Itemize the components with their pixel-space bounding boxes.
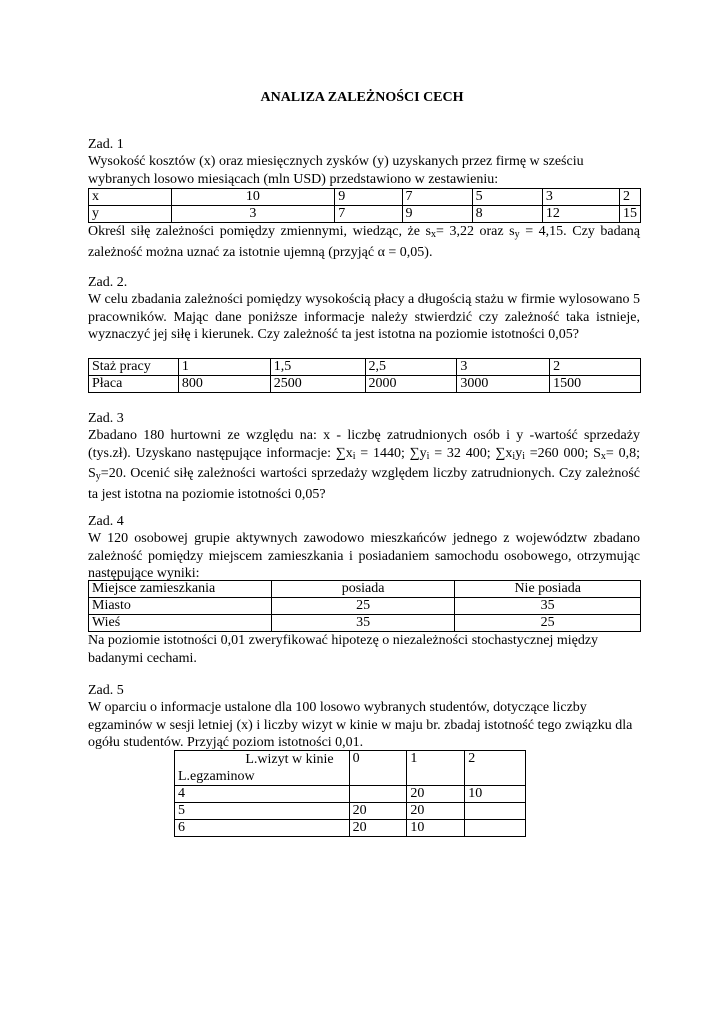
table-cell: Płaca (89, 376, 179, 393)
table-row (175, 803, 526, 820)
table-header-cell: Nie posiada (455, 581, 641, 598)
table-cell: Wieś (89, 615, 272, 632)
table-cell: 20 (349, 820, 407, 837)
table-cell (465, 820, 526, 837)
table-corner-cell (175, 751, 350, 786)
table-cell: 7 (402, 189, 472, 206)
table-cell: x (89, 189, 172, 206)
task-4-intro: W 120 osobowej grupie aktywnych zawodowo mieszkańców jednego z województw zbadano zależność pomiędzy miejscem zamieszkania i posiadaniem samochodu osobowego, otrzymując następujące wyniki: (88, 531, 640, 581)
table-cell: 25 (455, 615, 641, 632)
table-cell: 20 (407, 803, 465, 820)
task-2-table (88, 358, 641, 393)
table-cell: 6 (175, 820, 350, 837)
table-cell: 15 (620, 206, 641, 223)
table-header-cell: Miejsce zamieszkania (89, 581, 272, 598)
table-row (89, 376, 641, 393)
table-cell: 3 (457, 359, 550, 376)
task-4-outro: Na poziomie istotności 0,01 zweryfikować hipotezę o niezależności stochastycznej między badanymi cechami. (88, 633, 599, 666)
table-cell: 1 (178, 359, 270, 376)
table-header-cell: posiada (271, 581, 455, 598)
table-cell: 1,5 (270, 359, 365, 376)
task-4-table (88, 580, 641, 632)
table-cell (465, 803, 526, 820)
table-row (175, 786, 526, 803)
table-row (89, 359, 641, 376)
task-1-intro: Wysokość kosztów (x) oraz miesięcznych zysków (y) uzyskanych przez firmę w sześciu wybranych losowo miesiącach (mln USD) przedstawiono w zestawieniu: (88, 154, 584, 187)
corner-bottom-label: L.egzaminow (178, 769, 255, 784)
table-cell: 5 (175, 803, 350, 820)
table-row (175, 751, 526, 786)
table-row (175, 820, 526, 837)
table-header-cell: 1 (407, 751, 465, 786)
table-row (89, 206, 641, 223)
table-cell: 2 (550, 359, 641, 376)
table-cell: Staż pracy (89, 359, 179, 376)
table-cell: 3000 (457, 376, 550, 393)
task-5-heading: Zad. 5 (88, 683, 124, 698)
table-cell: 2,5 (365, 359, 457, 376)
table-cell: 25 (271, 598, 455, 615)
table-cell: 2 (620, 189, 641, 206)
table-cell (349, 786, 407, 803)
table-cell: 3 (171, 206, 335, 223)
table-cell: 20 (349, 803, 407, 820)
table-cell: 35 (271, 615, 455, 632)
task-5-intro: W oparciu o informacje ustalone dla 100 losowo wybranych studentów, dotyczące liczby egzaminów w sesji letniej (x) i liczby wizyt w kinie w maju br. zbadaj istotność tego związku dla ogółu studentów. Przyjąć poziom istotności 0,01. (88, 700, 633, 750)
task-2-intro: W celu zbadania zależności pomiędzy wysokością płacy a długością stażu w firmie wylosowano 5 pracowników. Mając dane poniższe informacje należy stwierdzić czy zależność taka istnieje, wyznaczyć jej siłę i kierunek. Czy zależność ta jest istotna na poziomie istotności 0,05? (88, 292, 640, 342)
task-1-heading: Zad. 1 (88, 137, 124, 152)
table-cell: 9 (335, 189, 402, 206)
table-cell: Miasto (89, 598, 272, 615)
table-header-cell: 2 (465, 751, 526, 786)
table-cell: 9 (402, 206, 472, 223)
table-cell: 10 (171, 189, 335, 206)
table-cell: 12 (542, 206, 619, 223)
task-1-question: Określ siłę zależności pomiędzy zmiennymi, wiedząc, że $s_x= 3,22$ oraz $s_y = 4,15$. Czy badaną zależność można uznać za istotnie ujemną (przyjąć α = 0,05). (88, 224, 641, 260)
table-cell: 800 (178, 376, 270, 393)
corner-top-label: L.wizyt w kinie (245, 752, 334, 767)
table-row (89, 189, 641, 206)
table-row (89, 581, 641, 598)
task-1-table (88, 188, 641, 223)
table-cell: 2000 (365, 376, 457, 393)
task-3-text: Zbadano 180 hurtowni ze względu na: x - liczbę zatrudnionych osób i y -wartość sprzedaży (tys.zł). Uzyskano następujące informacje: $\sum x_i = 1440$; $\sum y_i = 32$ 400; $\sum x_iy_i =260$ 000; $S_x= 0,8$; $S_y=20$. Ocenić siłę zależności wartości sprzedaży względem liczby zatrudnionych. Czy zależność ta jest istotna na poziomie istotności 0,05? (88, 428, 641, 502)
task-5-table (174, 750, 526, 837)
table-header-cell: 0 (349, 751, 407, 786)
table-cell: 2500 (270, 376, 365, 393)
task-3-heading: Zad. 3 (88, 411, 124, 426)
table-cell: 10 (465, 786, 526, 803)
table-cell: 10 (407, 820, 465, 837)
table-cell: 5 (472, 189, 542, 206)
table-cell: 4 (175, 786, 350, 803)
task-4-heading: Zad. 4 (88, 514, 124, 529)
table-cell: 8 (472, 206, 542, 223)
table-cell: 35 (455, 598, 641, 615)
task-2-heading: Zad. 2. (88, 275, 128, 290)
table-cell: 7 (335, 206, 402, 223)
document-title: ANALIZA ZALEŻNOŚCI CECH (260, 90, 464, 105)
table-cell: 20 (407, 786, 465, 803)
table-cell: 1500 (550, 376, 641, 393)
table-cell: y (89, 206, 172, 223)
table-row (89, 615, 641, 632)
table-row (89, 598, 641, 615)
table-cell: 3 (542, 189, 619, 206)
